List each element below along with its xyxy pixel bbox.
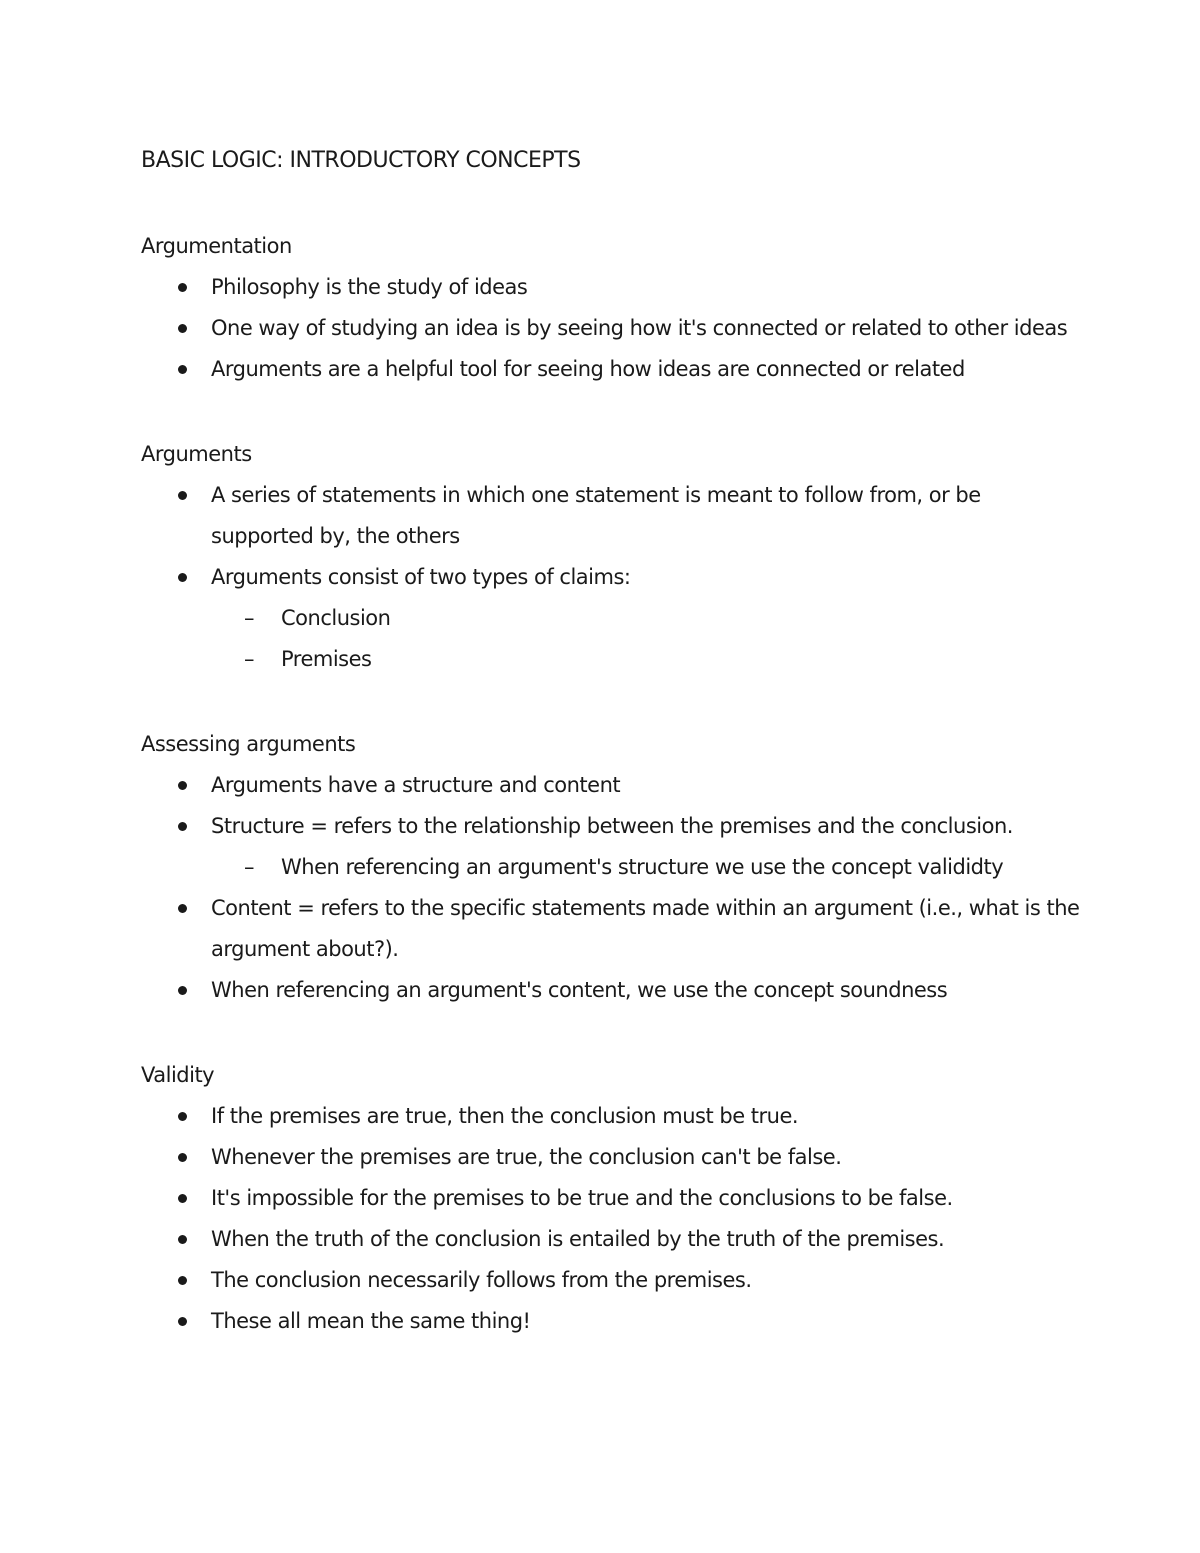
bullet-dot-icon [178,1112,187,1121]
list-item [141,1301,1081,1342]
list-item [141,806,1081,888]
bullet-dot-icon [178,573,187,582]
list-item [141,1178,1081,1219]
list-item-text: When referencing an argument's content, we use the concept soundness [211,978,948,1002]
bullet-dot-icon [178,904,187,913]
bullet-dot-icon [178,365,187,374]
list-item-text: A series of statements in which one statement is meant to follow from, or be supported by, the others [211,483,981,548]
list-item [141,1219,1081,1260]
bullet-dot-icon [178,1317,187,1326]
section-argumentation [141,226,1081,390]
list-item [141,1137,1081,1178]
bullet-dot-icon [178,1153,187,1162]
list-item-text: It's impossible for the premises to be true and the conclusions to be false. [211,1186,953,1210]
bullet-dot-icon [178,283,187,292]
section-arguments [141,434,1081,680]
list-item-text: Arguments are a helpful tool for seeing how ideas are connected or related [211,357,965,381]
dash-icon: – [244,647,254,671]
list-item [141,557,1081,680]
list-item-text: The conclusion necessarily follows from the premises. [211,1268,752,1292]
bullet-list [141,267,1081,390]
list-item [141,1096,1081,1137]
bullet-list [141,765,1081,1011]
document-page [141,140,1081,1342]
document-title: BASIC LOGIC: INTRODUCTORY CONCEPTS [141,148,581,173]
list-item-text: One way of studying an idea is by seeing how it's connected or related to other ideas [211,316,1068,340]
list-item [141,267,1081,308]
list-item-text: Whenever the premises are true, the conclusion can't be false. [211,1145,842,1169]
section-heading: Arguments [141,442,252,466]
sub-list-item-text: Premises [281,647,372,671]
sub-list-item-text: When referencing an argument's structure we use the concept valididty [281,855,1004,879]
section-heading: Assessing arguments [141,732,356,756]
list-item [141,765,1081,806]
list-item [141,970,1081,1011]
bullet-dot-icon [178,324,187,333]
section-validity [141,1055,1081,1342]
list-item [141,475,1081,557]
bullet-list [141,475,1081,680]
section-heading: Validity [141,1063,215,1087]
list-item-text: These all mean the same thing! [211,1309,531,1333]
section-assessing-arguments [141,724,1081,1011]
bullet-dot-icon [178,781,187,790]
list-item-text: When the truth of the conclusion is entailed by the truth of the premises. [211,1227,945,1251]
dash-icon: – [244,855,254,879]
bullet-dot-icon [178,1276,187,1285]
sub-list [211,598,1081,680]
sub-list-item [211,598,1081,639]
list-item [141,1260,1081,1301]
bullet-dot-icon [178,822,187,831]
sub-list [211,847,1081,888]
bullet-dot-icon [178,491,187,500]
list-item-text: Arguments consist of two types of claims: [211,565,631,589]
sections-container [141,226,1081,1342]
list-item-text: Philosophy is the study of ideas [211,275,528,299]
sub-list-item [211,639,1081,680]
list-item-text: If the premises are true, then the conclusion must be true. [211,1104,799,1128]
list-item-text: Arguments have a structure and content [211,773,621,797]
sub-list-item [211,847,1081,888]
list-item [141,888,1081,970]
list-item-text: Structure = refers to the relationship between the premises and the conclusion. [211,814,1013,838]
list-item-text: Content = refers to the specific statements made within an argument (i.e., what is the argument about?). [211,896,1080,961]
list-item [141,349,1081,390]
bullet-dot-icon [178,1235,187,1244]
sub-list-item-text: Conclusion [281,606,391,630]
bullet-list [141,1096,1081,1342]
section-heading: Argumentation [141,234,292,258]
bullet-dot-icon [178,1194,187,1203]
list-item [141,308,1081,349]
dash-icon: – [244,606,254,630]
bullet-dot-icon [178,986,187,995]
